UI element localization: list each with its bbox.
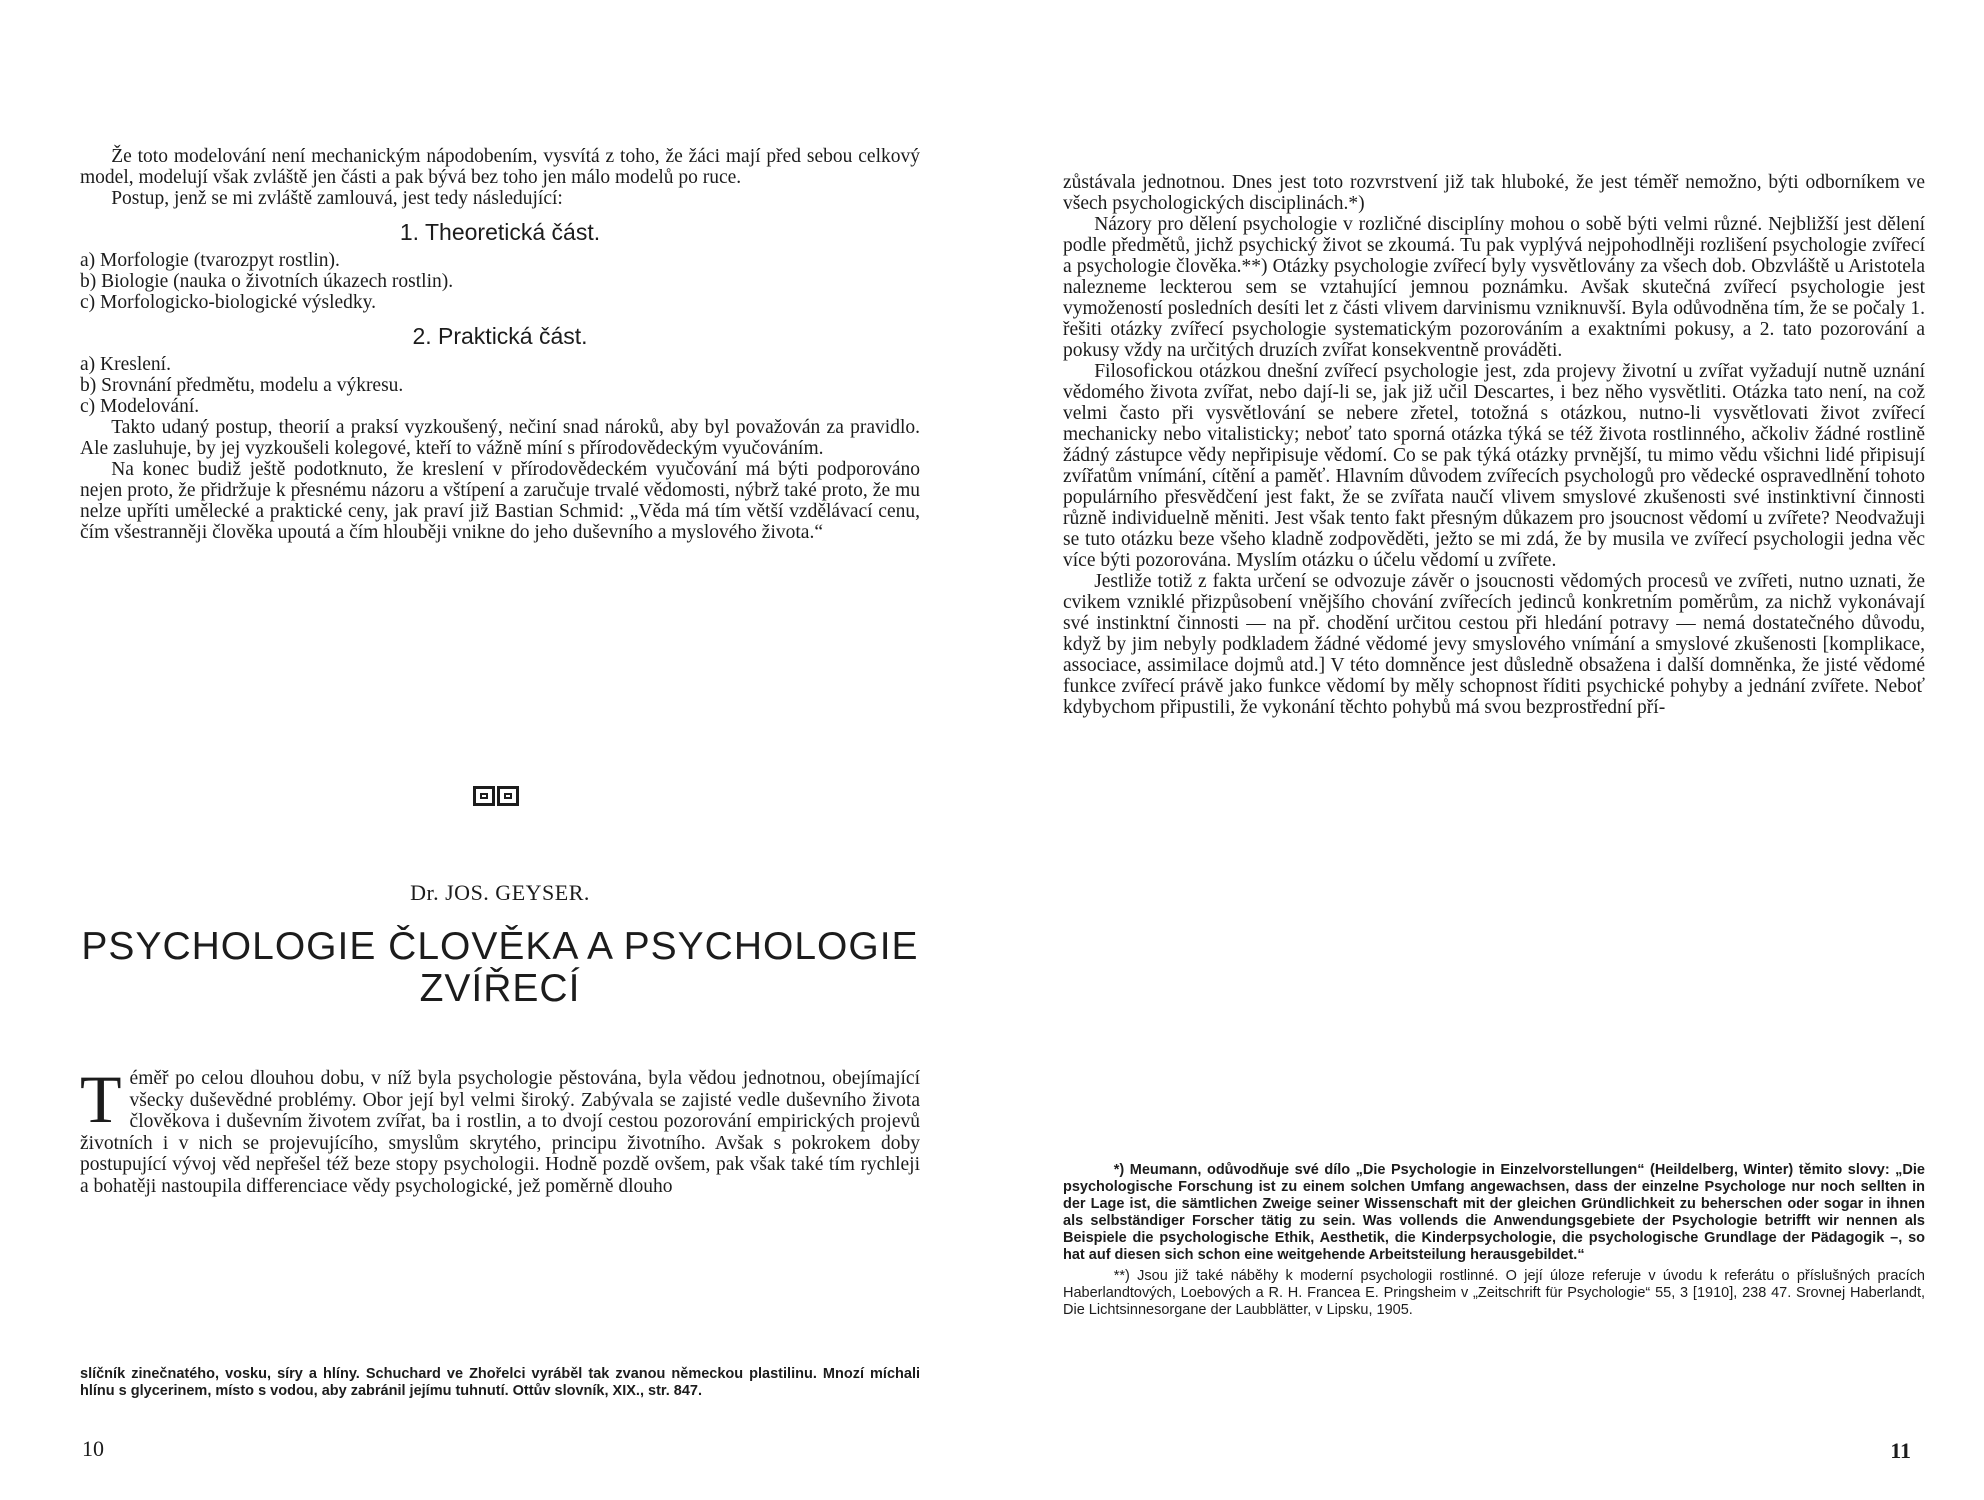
article-title [80, 926, 920, 1010]
paragraph: Jestliže totiž z fakta určení se odvozuje závěr o jsoucnosti vědomých procesů ve zvířeti, nutno uznati, že cvikem vzniklé přizpůsobení vnějšího chování zvířecích jedinců konkretním poměrům, za nichž vykonávají své instinktní činnosti — na př. chodění určitou cestou při hledání potravy — nemá dostatečného důvodu, když by jim nebyly podkladem žádné vědomé jevy smyslového vnímání a smyslové zkušenosti [komplikace, associace, assimilace dojmů atd.] V této domněnce jest důsledně obsažena i další domněnka, že jisté vědomé funkce zvířecí právě jako funkce vědomí by měly schopnost říditi psychické pohyby a jednání zvířete. Neboť kdybychom připustili, že vykonání těchto pohybů má svou bezprostřední pří- [1063, 571, 1925, 718]
list-item: a) Kreslení. [80, 354, 171, 375]
left-upper-text [80, 146, 920, 543]
ornament-square-icon [497, 786, 519, 806]
page-number: 10 [82, 1436, 104, 1461]
page-number: 11 [1890, 1438, 1911, 1463]
ornament-square-icon [473, 786, 495, 806]
closing-paragraph: Na konec budiž ještě podotknuto, že kreslení v přírodovědeckém vyučování má býti podporováno nejen proto, že přidržuje k přesnému názoru a vštípení a zaručuje trvalé vědomosti, nýbrž také proto, že mu nelze upříti umělecké a praktické ceny, jak praví již Bastian Schmid: „Věda má tím větší vzdělávací cenu, čím všestranněji člověka upoutá a čím hlouběji vnikne do jeho duševního a myslového života.“ [80, 459, 920, 543]
paragraph: zůstávala jednotnou. Dnes jest toto rozvrstvení již tak hluboké, že jest téměř nemožno, býti odborníkem ve všech psychologických disciplinách.*) [1063, 172, 1925, 214]
section-ornament [473, 786, 519, 806]
section-heading: 1. Theoretická část. [399, 219, 601, 245]
paragraph: Názory pro dělení psychologie v rozličné disciplíny mohou o sobě býti velmi různé. Nejbližší jest dělení podle předmětů, jichž psychický život se zkoumá. Tu pak vyplývá nejpohodlněji rozlišení psychologie zvířecí a psychologie člověka.**) Otázky psychologie zvířecí byly vysvětlovány za všech dob. Obzvláště u Aristotela nalezneme leckterou sem se vztahující jemnou poznámku. Avšak skutečná zvířecí psychologie jest vymožeností posledních desíti let z části vlivem darvinismu vzniknuvší. Byla odůvodněna tím, že se počaly 1. řešiti otázky zvířecí psychologie systematickým pozorováním a exaktními pokusy, a 2. tato pozorování a pokusy vždy na určitých druzích zvířat konsekventně prováděti. [1063, 214, 1925, 361]
footnote: **) Jsou již také náběhy k moderní psychologii rostlinné. O její úloze referuje v úvodu k referátu o příslušných pracích Haberlandtových, Loebových a R. H. Francea E. Pringsheim v „Zeitschrift für Psychologie“ 55, 3 [1910], 238 47. Srovnej Haberlandt, Die Lichtsinnesorgane der Laubblätter, v Lipsku, 1905. [1063, 1268, 1925, 1318]
footnote: *) Meumann, odůvodňuje své dílo „Die Psychologie in Einzelvorstellungen“ (Heildelberg, Winter) těmito slovy: „Die psychologische Forschung ist zu einem solchen Umfang angewachsen, dass der einzelne Psychologe nur noch sellten in der Lage ist, die sämtlichen Zweige seiner Wissenschaft mit der gleichen Gründlichkeit zu beherschen oder sogar in ihnen als selbständiger Forscher tätig zu sein. Was vollends die Anwendungsgebiete der Psychologie betrifft wir nennen als Beispiele die psychologische Ethik, Aesthetik, die Kinderpsychologie, die psychologische Grundlage der Pädagogik –, so hat auf diesen sich schon eine weitgehende Arbeitsteilung herausgebildet.“ [1063, 1162, 1925, 1263]
right-main-text [1063, 172, 1925, 718]
list-item: b) Srovnání předmětu, modelu a výkresu. [80, 375, 404, 396]
list-item: b) Biologie (nauka o životních úkazech rostlin). [80, 271, 454, 292]
list-item: c) Morfologicko-biologické výsledky. [80, 292, 377, 313]
article-title-line: PSYCHOLOGIE ČLOVĚKA A PSYCHOLOGIE [81, 925, 919, 968]
left-footnote: slíčník zinečnatého, vosku, síry a hlíny. Schuchard ve Zhořelci vyráběl tak zvanou německou plastilinu. Mnozí míchali hlínu s glycerinem, místo s vodou, aby zabránil jejímu tuhnutí. Ottův slovník, XIX., str. 847. [80, 1366, 920, 1399]
article-author: Dr. JOS. GEYSER. [410, 880, 590, 905]
right-page [1063, 0, 1925, 1500]
article-title-line: ZVÍŘECÍ [419, 967, 581, 1010]
left-page [80, 0, 920, 1500]
intro-paragraph: Postup, jenž se mi zvláště zamlouvá, jest tedy následující: [111, 188, 563, 209]
drop-cap: T [80, 1061, 122, 1137]
closing-paragraph: Takto udaný postup, theorií a praksí vyzkoušený, nečiní snad nároků, aby byl považován za pravidlo. Ale zasluhuje, by jej vyzkoušeli kolegové, kteří to vážně míní s přírodovědeckým vyučováním. [80, 417, 920, 459]
paragraph: Filosofickou otázkou dnešní zvířecí psychologie jest, zda projevy životní u zvířat vyžadují nutně uznání vědomého života zvířat, nebo dají-li se, jak již učil Descartes, i bez něho vysvětliti. Otázka tato není, na což velmi často při vysvětlování se nebere zřetel, totožná s otázkou, nutno-li vysvětlovati život zvířecí mechanicky nebo vitalisticky; neboť tato sporná otázka týká se též života rostlinného, ačkoliv žádné rostlině žádný zástupce vědy nepřipisuje vědomí. Co se pak týká otázky prvnější, tu mimo vědu všichni lidé připisují zvířatům vnímání, cítění a paměť. Hlavním důvodem zvířecích psychologů pro vědecké ospravedlnění tohoto populárního přesvědčení jest fakt, že se zvířata naučí vlivem smyslové zkušenosti své instinktivní činnosti různě individuelně měniti. Jest však tento fakt přesným důkazem pro jsoucnost vědomí u zvířete? Neodvažuji se tuto otázku beze všeho kladně zodpověděti, ježto se mi zdá, že by musila ve zvířecí psychologii jedna věc více býti pozorována. Myslím otázku o účelu vědomí u zvířete. [1063, 361, 1925, 571]
intro-paragraph: Že toto modelování není mechanickým nápodobením, vysvítá z toho, že žáci mají před sebou celkový model, modelují však zvláště jen části a pak bývá bez toho jen málo modelů po ruce. [80, 146, 920, 188]
article-body-start [80, 1061, 920, 1197]
list-item: a) Morfologie (tvarozpyt rostlin). [80, 250, 340, 271]
list-item: c) Modelování. [80, 396, 200, 417]
article-text: éměř po celou dlouhou dobu, v níž byla psychologie pěstována, byla vědou jednotnou, obejímající všecky duševědné problémy. Obor její byl velmi široký. Zabývala se zajisté vedle duševního života člověkova i duševním životem zvířat, ba i rostlin, a to dvojí cestou pozorování empirických projevů životních i v nich se projevujícího, smyslům skrytého, principu životního. Avšak s pokrokem doby postupující vývoj věd nepřešel též beze stopy psychologii. Hodně pozdě ovšem, pak však také tím rychleji a bohatěji nastoupila differenciace vědy psychologické, jež poměrně dlouho [80, 1068, 920, 1197]
section-heading: 2. Praktická část. [412, 323, 588, 349]
right-footnotes [1063, 1162, 1925, 1319]
